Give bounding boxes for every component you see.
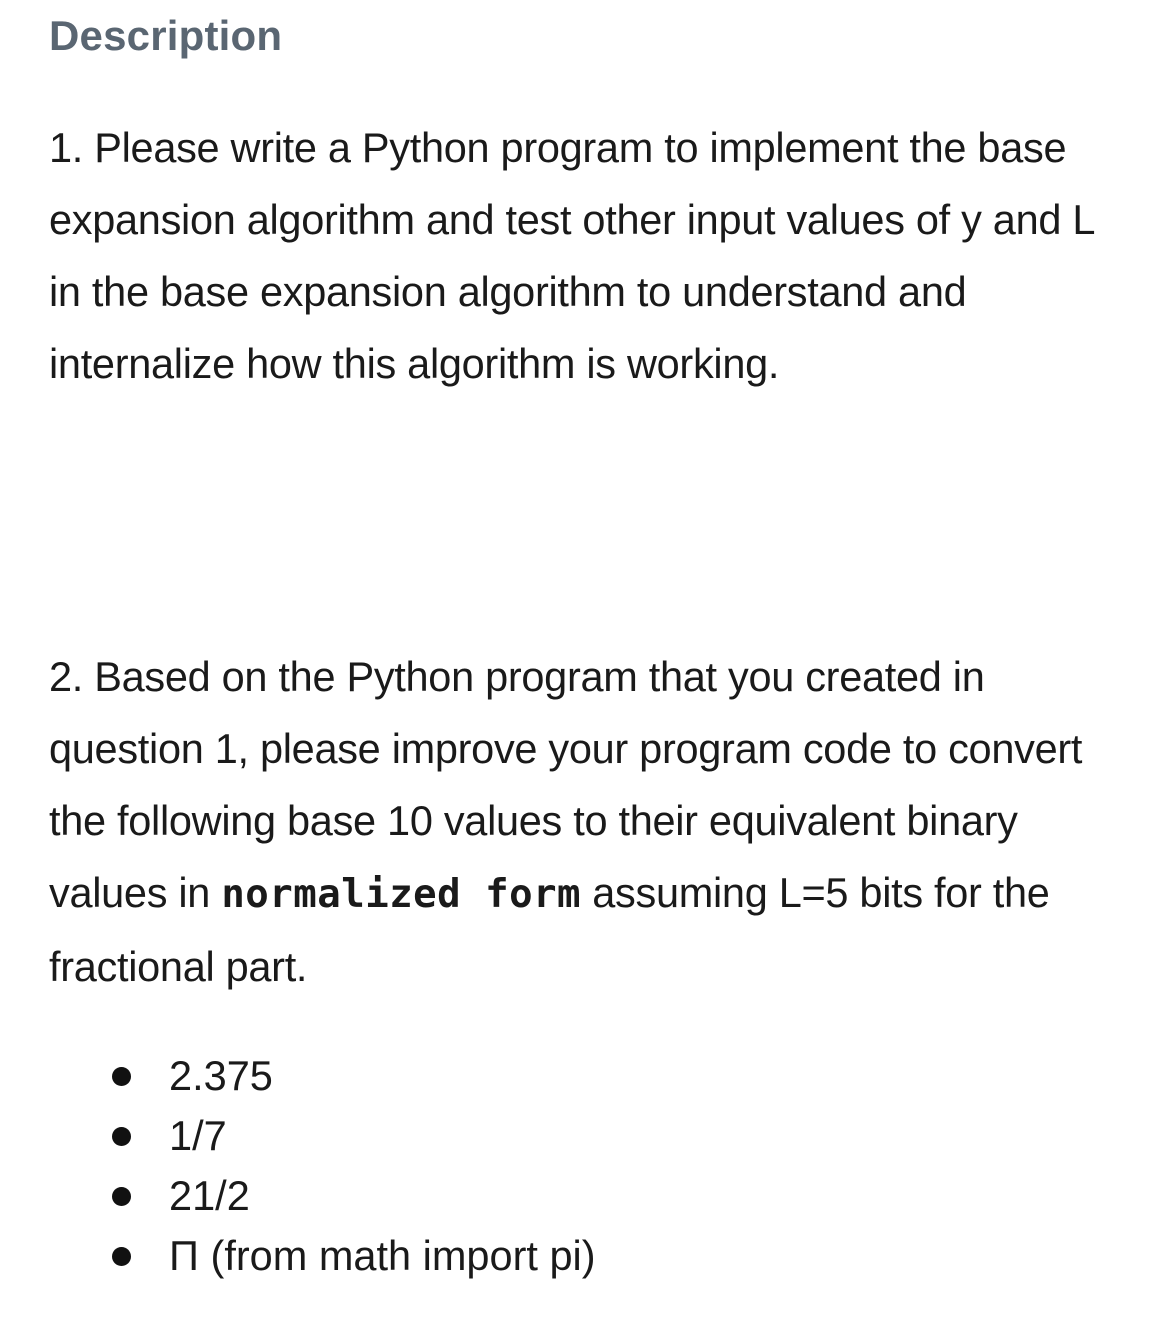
- question-1-text: 1. Please write a Python program to implement the base expansion algorithm and test other input values of y and L in the base expansion algorithm to understand and internalize how this algorithm is working.: [49, 124, 1094, 387]
- bullet-icon: [112, 1127, 131, 1146]
- list-item: [49, 1046, 596, 1106]
- list-item: [49, 1106, 596, 1166]
- section-title: Description: [49, 12, 283, 59]
- list-item-label: 1/7: [169, 1112, 227, 1159]
- list-item: [49, 1166, 596, 1226]
- list-item-label: Π (from math import pi): [169, 1232, 596, 1279]
- bullet-icon: [112, 1067, 131, 1086]
- question-2-text: [49, 641, 1134, 1003]
- bullet-icon: [112, 1187, 131, 1206]
- list-item-label: 2.375: [169, 1052, 273, 1099]
- question-2-lead: 2. Based on the Python program that you created in question 1, please improve your program code to convert the following base 10 values to their equivalent binary values in: [49, 653, 1083, 916]
- question-2-tail: assuming L=5 bits for the fractional part.: [49, 869, 1050, 990]
- values-list: [49, 1046, 596, 1286]
- bullet-icon: [112, 1247, 131, 1266]
- list-item: [49, 1226, 596, 1286]
- list-item-label: 21/2: [169, 1172, 250, 1219]
- normalized-form-emphasis: normalized form: [221, 872, 582, 917]
